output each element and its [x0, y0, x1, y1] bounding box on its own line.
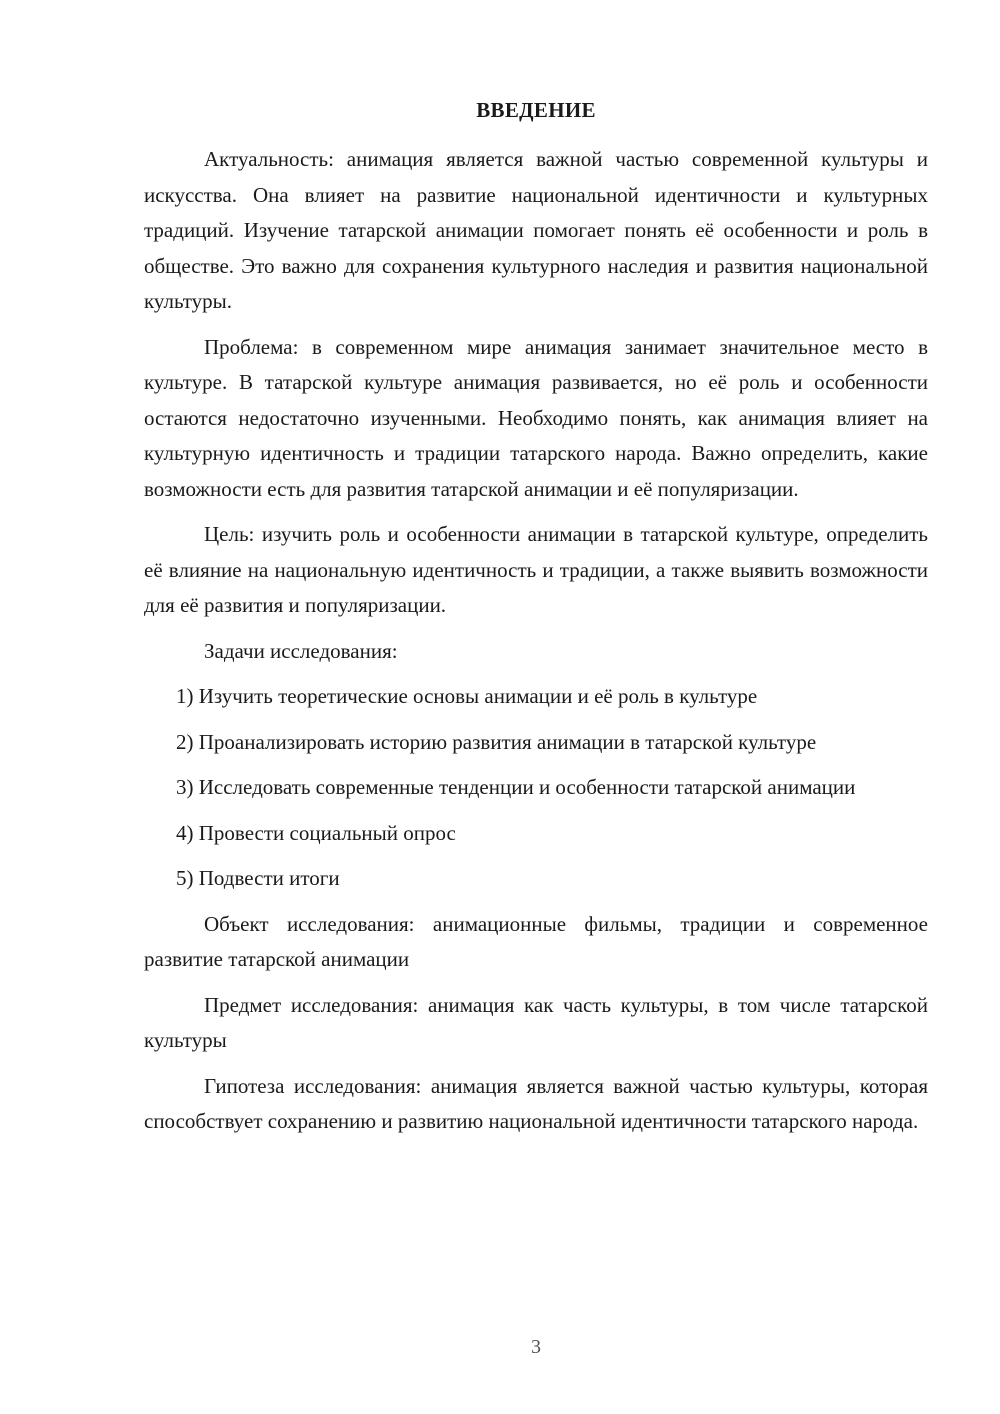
- paragraph-problem: Проблема: в современном мире анимация занимает значительное место в культуре. В татарской культуре анимация развивается, но её роль и особенности остаются недостаточно изученными. Необходимо понять, как анимация влияет на культурную идентичность и традиции татарского народа. Важно определить, какие возможности есть для развития татарской анимации и её популяризации.: [144, 334, 928, 501]
- task-item-1: 1) Изучить теоретические основы анимации и её роль в культуре: [176, 684, 758, 708]
- task-item-5: 5) Подвести итоги: [176, 866, 340, 890]
- task-item-3: 3) Исследовать современные тенденции и особенности татарской анимации: [176, 775, 856, 799]
- page-title: ВВЕДЕНИЕ: [476, 98, 596, 122]
- body-text: [144, 142, 928, 1150]
- paragraph-hypothesis: Гипотеза исследования: анимация является важной частью культуры, которая способствует сохранению и развитию национальной идентичности татарского народа.: [144, 1073, 928, 1133]
- task-item-4: 4) Провести социальный опрос: [176, 820, 456, 845]
- page-number: 3: [531, 1336, 541, 1358]
- paragraph-tasks-heading: Задачи исследования:: [204, 638, 398, 663]
- paragraph-subject: Предмет исследования: анимация как часть культуры, в том числе татарской культуры: [144, 992, 928, 1052]
- paragraph-object: Объект исследования: анимационные фильмы, традиции и современное развитие татарской анимации: [144, 911, 928, 971]
- paragraph-relevance: Актуальность: анимация является важной частью современной культуры и искусства. Она влияет на развитие национальной идентичности и культурных традиций. Изучение татарской анимации помогает понять её особенности и роль в обществе. Это важно для сохранения культурного наследия и развития национальной культуры.: [144, 147, 928, 313]
- paragraph-goal: Цель: изучить роль и особенности анимации в татарской культуре, определить её влияние на национальную идентичность и традиции, а также выявить возможности для её развития и популяризации.: [144, 522, 928, 617]
- task-item-2: 2) Проанализировать историю развития анимации в татарской культуре: [176, 729, 817, 754]
